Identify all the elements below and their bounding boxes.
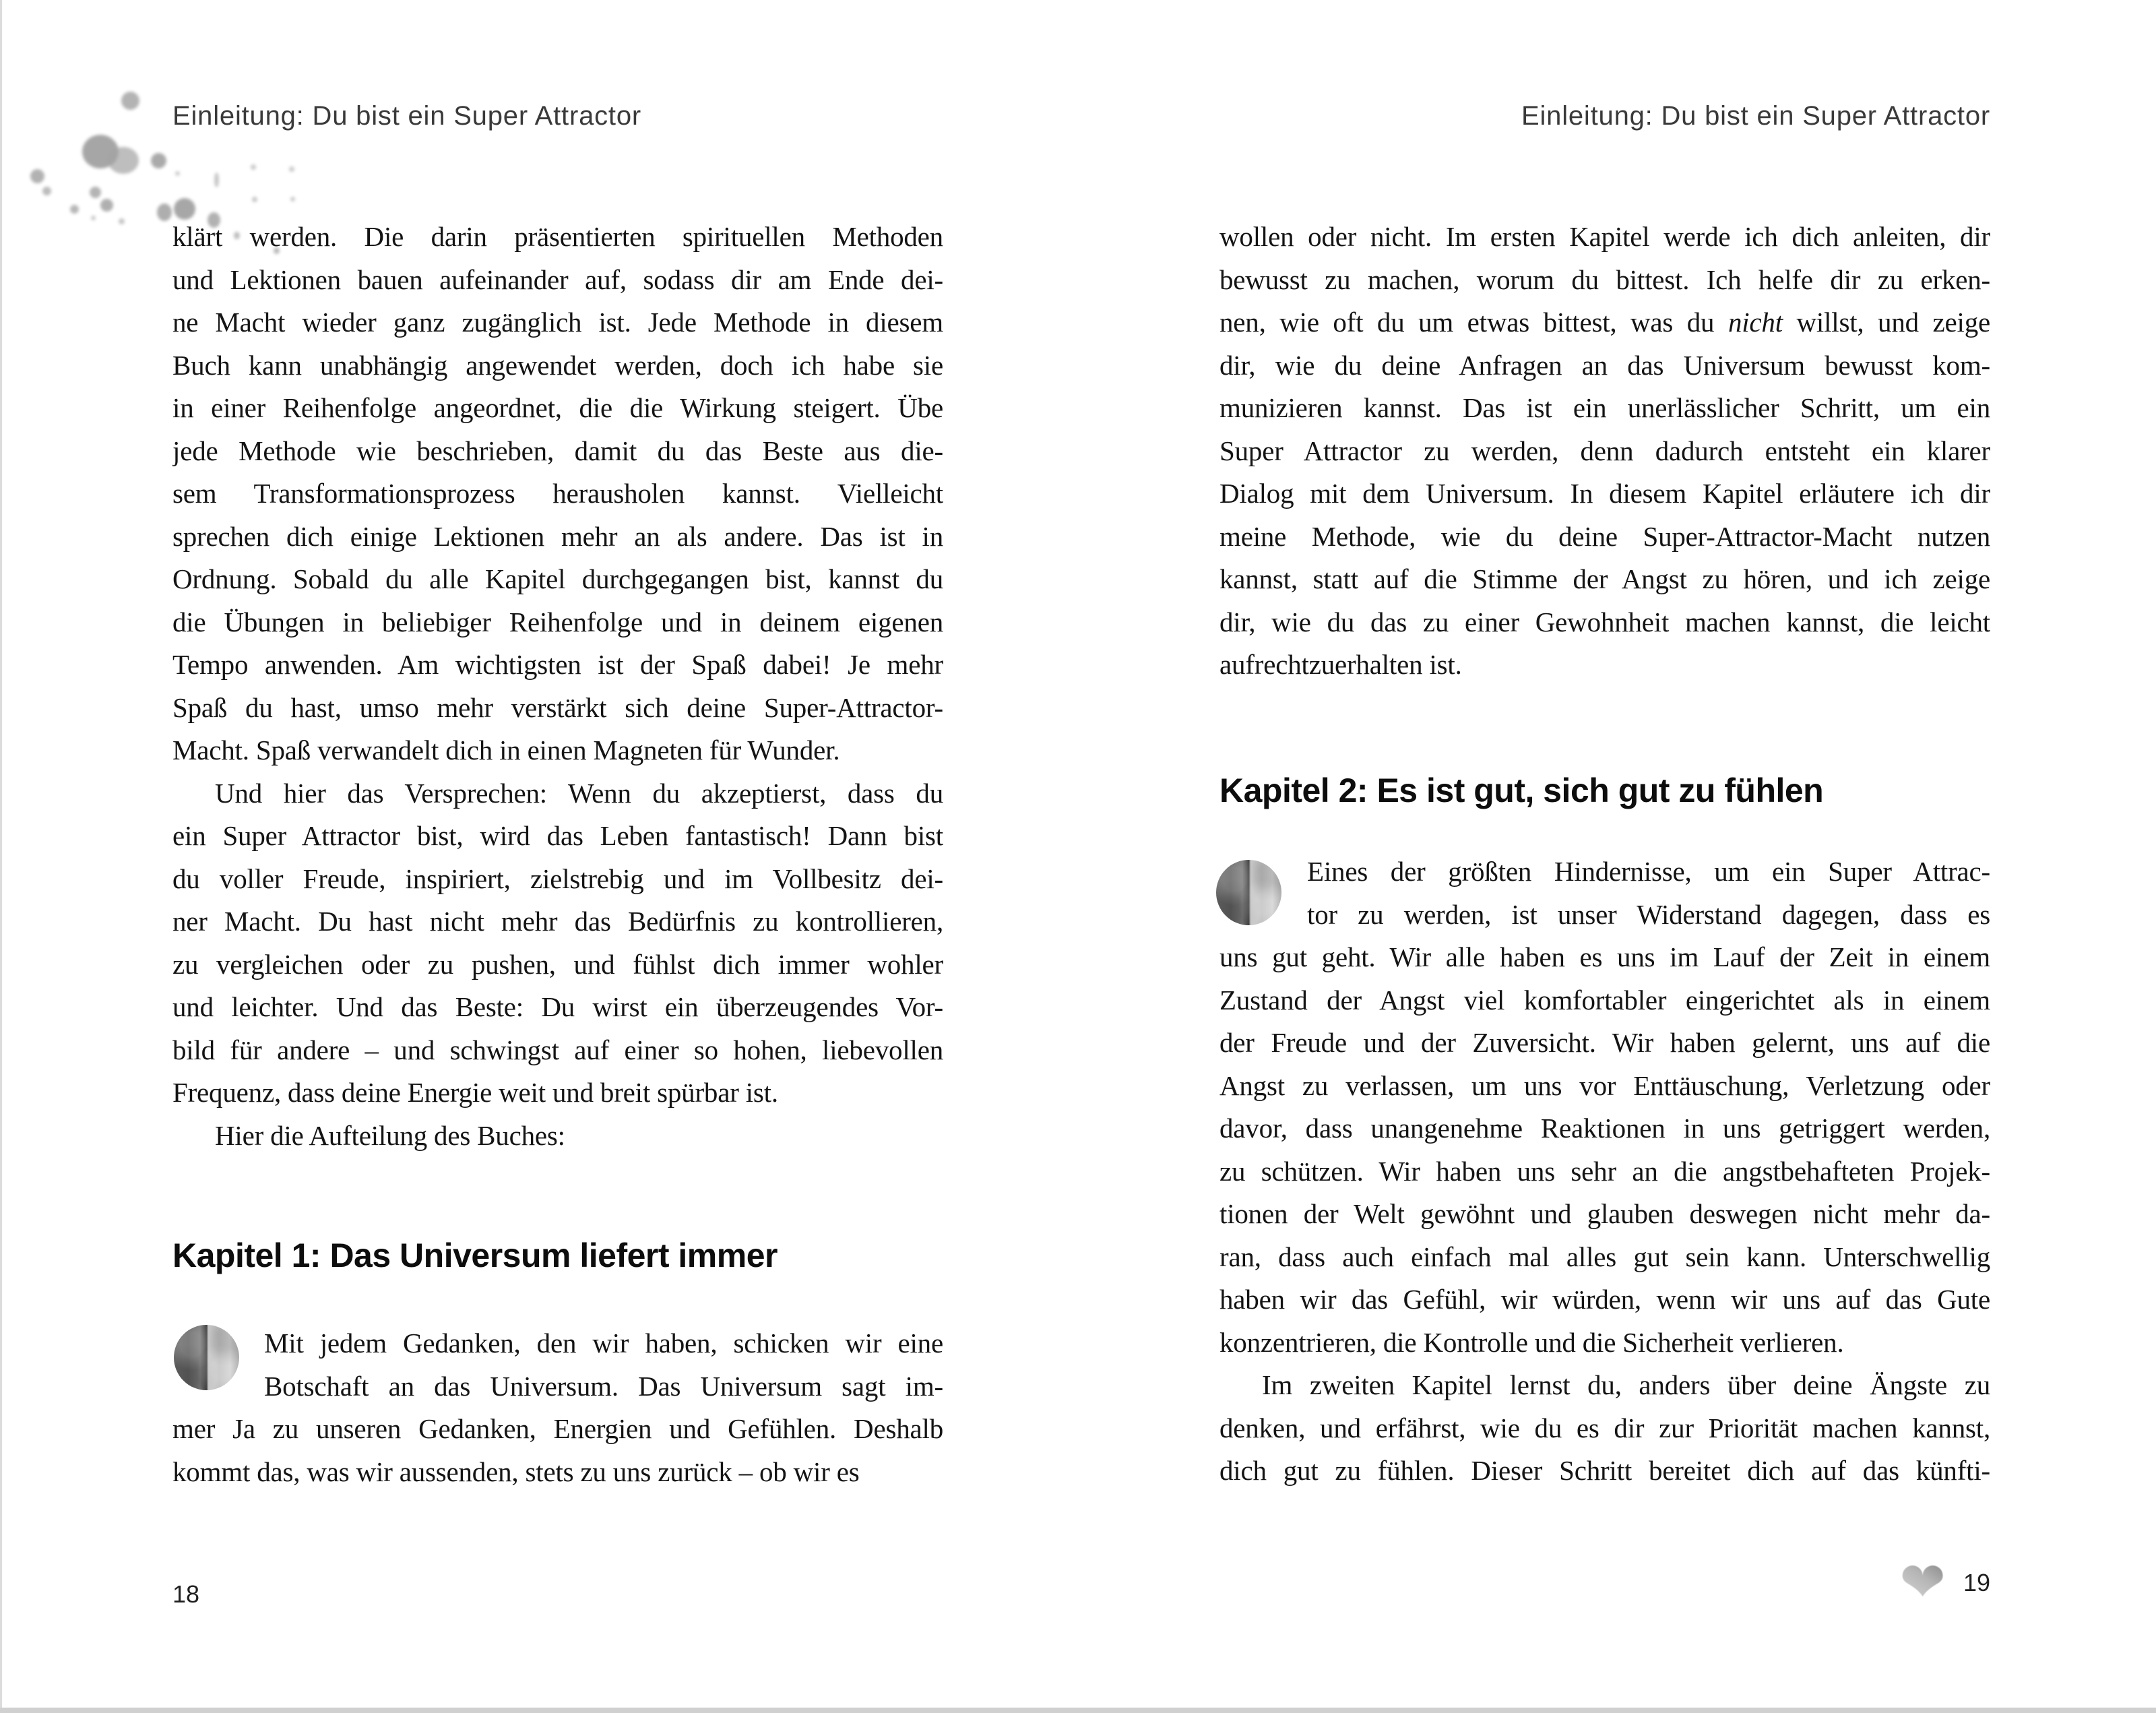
text-line: ne Macht wieder ganz zugänglich ist. Jede Methode in diesem [172, 307, 943, 338]
body-paragraph [1219, 1364, 1990, 1493]
text-line: und leichter. Und das Beste: Du wirst ein überzeugendes Vor- [172, 991, 943, 1022]
text-line: zu vergleichen oder zu pushen, und fühlst dich immer wohler [172, 948, 943, 980]
text-line: klärt werden. Die darin präsentierten spirituellen Methoden [172, 221, 943, 252]
splatter-blob [121, 92, 139, 110]
chapter-1-intro [172, 1322, 943, 1493]
body-paragraph [1219, 344, 1990, 687]
running-header-left: Einleitung: Du bist ein Super Attractor [172, 101, 642, 131]
text-line: Und hier das Versprechen: Wenn du akzeptierst, dass du [215, 777, 943, 809]
text-line: ein Super Attractor bist, wird das Leben fantastisch! Dann bist [172, 820, 943, 851]
text-line: Mit jedem Gedanken, den wir haben, schicken wir eine [264, 1328, 943, 1359]
splatter-blob [119, 218, 125, 224]
text-line: wollen oder nicht. Im ersten Kapitel werde ich dich anleiten, dir [1219, 221, 1990, 252]
text-line: kannst, statt auf die Stimme der Angst zu hören, und ich zeige [1219, 563, 1990, 594]
text-line: davor, dass unangenehme Reaktionen in uns getriggert werden, [1219, 1113, 1990, 1144]
text-line: kommt das, was wir aussenden, stets zu uns zurück – ob wir es [172, 1456, 860, 1487]
text-segment: nen, wie oft du um etwas bittest, was du [1219, 307, 1728, 338]
text-line: tionen der Welt gewöhnt und glauben deswegen nicht mehr da- [1219, 1198, 1990, 1229]
text-line: uns gut geht. Wir alle haben es uns im Lauf der Zeit in einem [1219, 941, 1990, 972]
right-page [1219, 0, 1990, 1713]
text-line: Frequenz, dass deine Energie weit und breit spürbar ist. [172, 1077, 778, 1108]
text-line: Spaß du hast, umso mehr verstärkt sich deine Super-Attractor- [172, 691, 943, 723]
text-line: Botschaft an das Universum. Das Universum sagt im- [264, 1370, 943, 1402]
text-line: munizieren kannst. Das ist ein unerlässlicher Schritt, um ein [1219, 392, 1990, 423]
text-line: ner Macht. Du hast nicht mehr das Bedürfnis zu kontrollieren, [172, 906, 943, 937]
heart-icon: ❤ [1899, 1551, 1946, 1615]
body-paragraph [1219, 850, 1990, 1364]
left-page [172, 0, 943, 1713]
text-line: und Lektionen bauen aufeinander auf, sodass dir am Ende dei- [172, 263, 943, 295]
text-line: sprechen dich einige Lektionen mehr an als andere. Das ist in [172, 520, 943, 552]
text-line: die Übungen in beliebiger Reihenfolge und in deinem eigenen [172, 606, 943, 637]
splatter-blob [90, 187, 101, 198]
text-line: konzentrieren, die Kontrolle und die Sicherheit verlieren. [1219, 1326, 1844, 1358]
splatter-blob [151, 153, 166, 168]
chapter-1-heading: Kapitel 1: Das Universum liefert immer [172, 1237, 778, 1274]
text-segment: willst, und zeige [1782, 307, 1990, 338]
text-line: meine Methode, wie du deine Super-Attractor-Macht nutzen [1219, 520, 1990, 552]
text-line: denken, und erfährst, wie du es dir zur Priorität machen kannst, [1219, 1412, 1990, 1443]
body-paragraph [1219, 301, 1990, 344]
text-line: dir, wie du das zu einer Gewohnheit machen kannst, die leicht [1219, 606, 1990, 637]
text-line: Zustand der Angst viel komfortabler eingerichtet als in einem [1219, 984, 1990, 1016]
text-line: zu schützen. Wir haben uns sehr an die angstbehafteten Projek- [1219, 1155, 1990, 1187]
text-line: bewusst zu machen, worum du bittest. Ich helfe dir zu erken- [1219, 263, 1990, 295]
text-line: bild für andere – und schwingst auf einer so hohen, liebevollen [172, 1034, 943, 1065]
chapter-2-heading: Kapitel 2: Es ist gut, sich gut zu fühlen [1219, 772, 1824, 809]
splatter-blob [100, 199, 113, 212]
emphasis-text: nicht [1727, 307, 1783, 338]
text-line: haben wir das Gefühl, wir würden, wenn wir uns auf das Gute [1219, 1284, 1990, 1315]
splatter-blob [30, 169, 44, 183]
splatter-blob [91, 216, 96, 220]
text-line: dich gut zu fühlen. Dieser Schritt bereitet dich auf das künfti- [1219, 1455, 1990, 1486]
body-paragraph [1219, 216, 1990, 301]
right-page-body [1219, 216, 1990, 687]
text-line: Buch kann unabhängig angewendet werden, doch ich habe sie [172, 349, 943, 381]
text-line: Hier die Aufteilung des Buches: [215, 1119, 565, 1151]
text-line: Angst zu verlassen, um uns vor Enttäuschung, Verletzung oder [1219, 1069, 1990, 1101]
text-line: dir, wie du deine Anfragen an das Universum bewusst kom- [1219, 349, 1990, 381]
body-paragraph [172, 772, 943, 1115]
text-line: Eines der größten Hindernisse, um ein Super Attrac- [1307, 856, 1990, 887]
text-line: Im zweiten Kapitel lernst du, anders über deine Ängste zu [1262, 1369, 1990, 1400]
text-line: ran, dass auch einfach mal alles gut sein kann. Unterschwellig [1219, 1241, 1990, 1272]
body-paragraph [172, 1322, 943, 1493]
text-line: mer Ja zu unseren Gedanken, Energien und Gefühlen. Deshalb [172, 1413, 943, 1444]
text-line: tor zu werden, ist unser Widerstand dagegen, dass es [1307, 898, 1990, 930]
right-page-footer [1899, 1551, 1990, 1615]
text-line: jede Methode wie beschrieben, damit du das Beste aus die- [172, 435, 943, 466]
text-line: du voller Freude, inspiriert, zielstrebig und im Vollbesitz dei- [172, 863, 943, 894]
text-line: der Freude und der Zuversicht. Wir haben gelernt, uns auf die [1219, 1027, 1990, 1058]
page-number-left: 18 [172, 1580, 200, 1608]
left-page-body [172, 216, 943, 1157]
text-line: in einer Reihenfolge angeordnet, die die Wirkung steigert. Übe [172, 392, 943, 423]
running-header-right: Einleitung: Du bist ein Super Attractor [1521, 101, 1990, 131]
splatter-blob [108, 147, 139, 174]
text-line [1219, 301, 1990, 344]
text-line: aufrechtzuerhalten ist. [1219, 649, 1462, 680]
body-paragraph [172, 216, 943, 772]
body-paragraph [172, 1115, 943, 1158]
text-line: Ordnung. Sobald du alle Kapitel durchgegangen bist, kannst du [172, 563, 943, 594]
text-line: sem Transformationsprozess herausholen kannst. Vielleicht [172, 478, 943, 509]
text-line: Macht. Spaß verwandelt dich in einen Magneten für Wunder. [172, 735, 840, 766]
page-number-right: 19 [1963, 1569, 1990, 1596]
splatter-blob [70, 205, 79, 214]
text-line: Tempo anwenden. Am wichtigsten ist der Spaß dabei! Je mehr [172, 649, 943, 680]
splatter-blob [42, 187, 51, 195]
chapter-2-intro [1219, 850, 1990, 1493]
text-line: Super Attractor zu werden, denn dadurch entsteht ein klarer [1219, 435, 1990, 466]
text-line: Dialog mit dem Universum. In diesem Kapitel erläutere ich dir [1219, 478, 1990, 509]
splatter-blob [157, 204, 172, 221]
